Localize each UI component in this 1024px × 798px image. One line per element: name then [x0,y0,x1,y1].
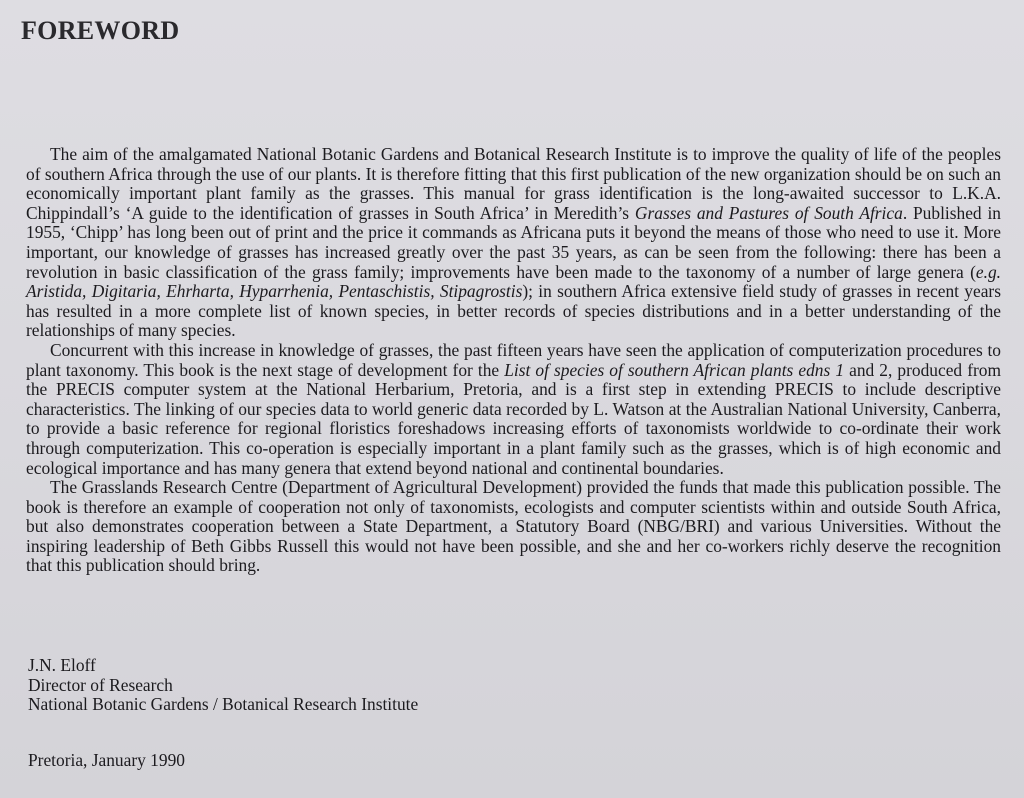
text-run: . Published in 1955, ‘Chipp’ has long been out of print and the price it commands as Africana puts it beyond the means of those who need to use it. More important, our knowledge of grasses has increased greatly over the past 35 years, as can be seen from the following: there has been a revolution in basic classification of the grass family; improvements have been made to the taxonomy of a number of large genera ( [26,202,1001,282]
text-run: Concurrent with this increase in knowledge of grasses, the past fifteen years have seen the application of computerization procedures to plant taxonomy. This book is the next stage of development for the [26,339,1001,380]
italic-text-run: List of species of southern African plants edns 1 [504,359,845,380]
signatory-name: J.N. Eloff [28,655,96,675]
italic-text-run: Grasses and Pastures of South Africa [634,202,903,223]
signature-block [28,656,418,715]
text-run: The Grasslands Research Centre (Department of Agricultural Development) provided the funds that made this publication possible. The book is therefore an example of cooperation not only of taxonomists, ecologists and computer scientists within and outside South Africa, but also demonstrates cooperation between a State Department, a Statutory Board (NBG/BRI) and various Universities. Without the inspiring leadership of Beth Gibbs Russell this would not have been possible, and she and her co-workers richly deserve the recognition that this publication should bring. [26,477,1001,576]
paragraph [26,145,1001,341]
italic-text-run: e.g. Aristida, Digitaria, Ehrharta, Hyparrhenia, Pentaschistis, Stipagrostis [26,261,1001,302]
dateline: Pretoria, January 1990 [28,750,185,770]
paragraph [26,478,1001,576]
page-title: FOREWORD [21,16,180,45]
foreword-body [26,145,1001,576]
text-run: ); in southern Africa extensive field study of grasses in recent years has resulted in a more complete list of known species, in better records of species distributions and in a better understanding of the relationships of many species. [26,281,1001,341]
text-run: and 2, produced from the PRECIS computer system at the National Herbarium, Pretoria, and is a first step in extending PRECIS to include descriptive characteristics. The linking of our species data to world generic data recorded by L. Watson at the Australian National University, Canberra, to provide a basic reference for regional floristics foreshadows increasing efforts of taxonomists worldwide to co-ordinate their work through computerization. This co-operation is especially important in a plant family such as the grasses, which is of high economic and ecological importance and has many genera that extend beyond national and continental boundaries. [26,359,1002,478]
signatory-title: Director of Research [28,674,173,695]
text-run: The aim of the amalgamated National Botanic Gardens and Botanical Research Institute is to improve the quality of life of the peoples of southern Africa through the use of our plants. It is therefore fitting that this first publication of the new organization should be on such an economically important plant family as the grasses. This manual for grass identification is the long-awaited successor to L.K.A. Chippindall’s ‘A guide to the identification of grasses in South Africa’ in Meredith’s [26,144,1001,223]
signatory-organization: National Botanic Gardens / Botanical Research Institute [28,694,419,714]
paragraph [26,341,1001,478]
